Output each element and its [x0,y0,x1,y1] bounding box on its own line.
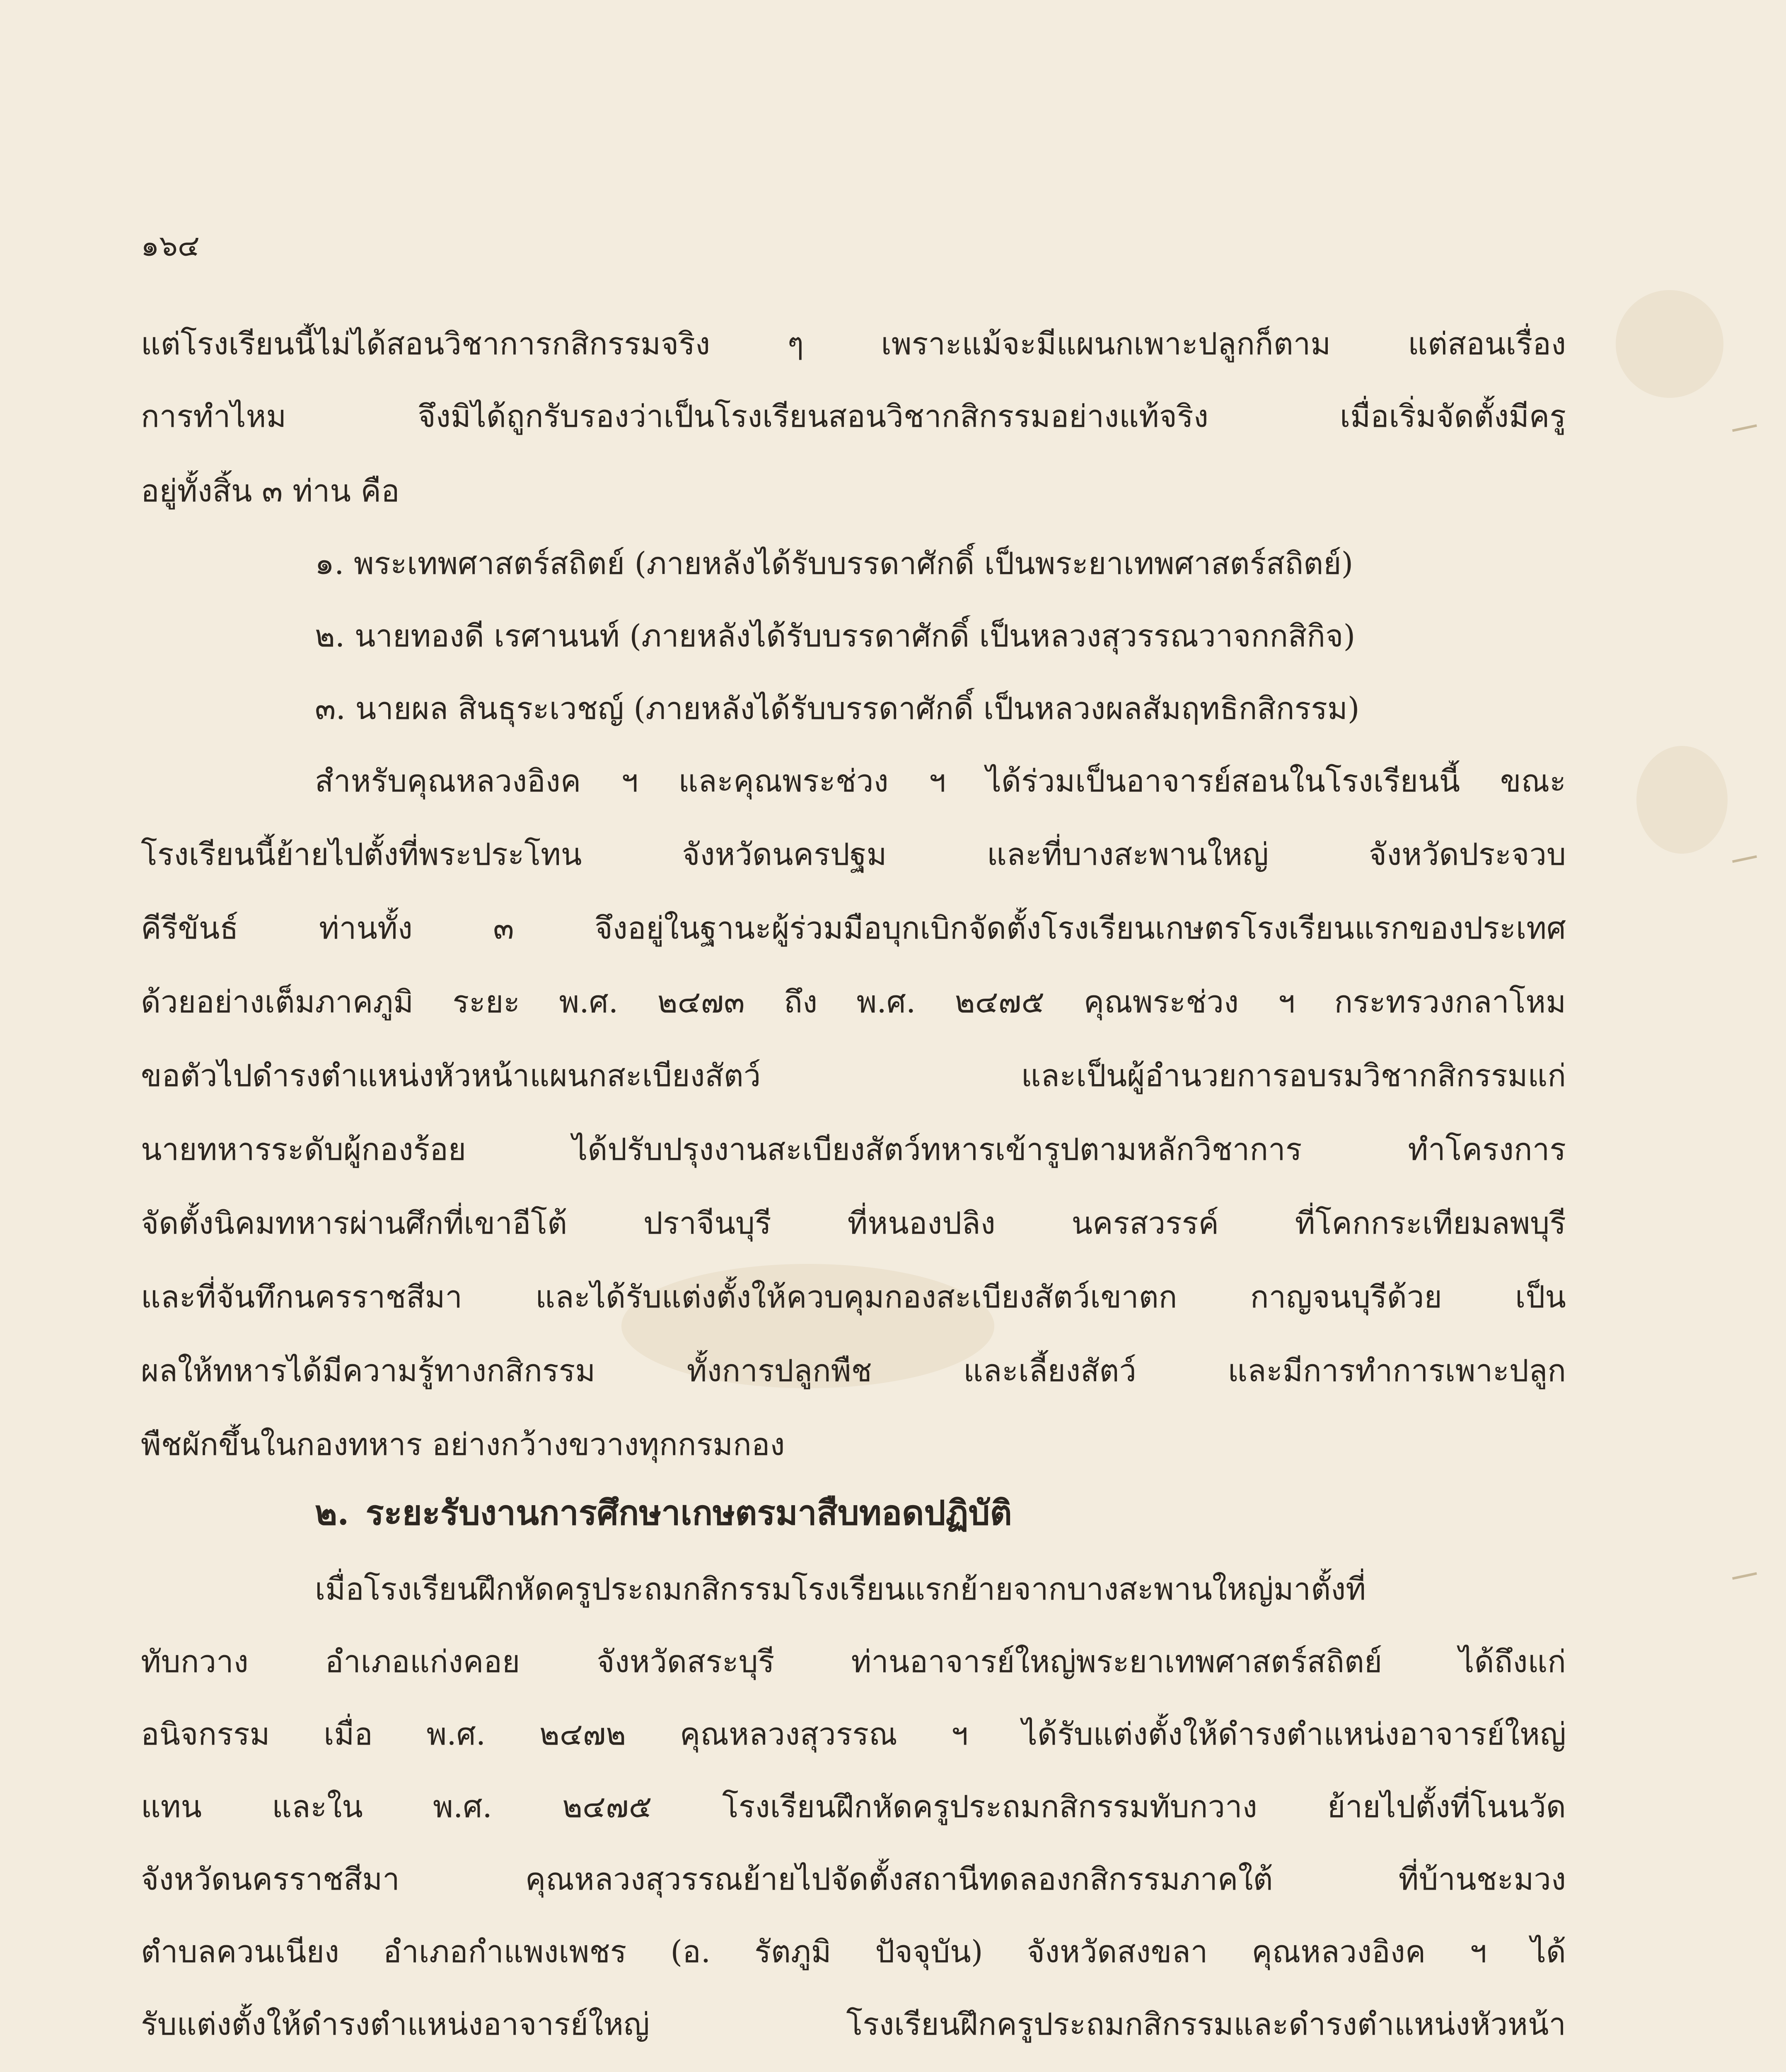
text-line: ผลให้ทหารได้มีความรู้ทางกสิกรรม ทั้งการปลูกพืช และเลี้ยงสัตว์ และมีการทำการเพาะปลูก [141,1353,1566,1389]
text-line: การทำไหม จึงมิได้ถูกรับรองว่าเป็นโรงเรียนสอนวิชากสิกรรมอย่างแท้จริง เมื่อเริ่มจัดตั้งมีครู [141,399,1566,434]
text-line: นายทหารระดับผู้กองร้อย ได้ปรับปรุงงานสะเบียงสัตว์ทหารเข้ารูปตามหลักวิชาการ ทำโครงการ [141,1132,1566,1167]
text-line: ตำบลควนเนียง อำเภอกำแพงเพชร (อ. รัตภูมิ ปัจจุบัน) จังหวัดสงขลา คุณหลวงอิงค ฯ ได้ [141,1934,1566,1970]
text-line: ด้วยอย่างเต็มภาคภูมิ ระยะ พ.ศ. ๒๔๗๓ ถึง พ.ศ. ๒๔๗๕ คุณพระช่วง ฯ กระทรวงกลาโหม [141,984,1566,1020]
teacher-list-item: ๒. นายทองดี เรศานนท์ (ภายหลังได้รับบรรดาศักดิ์ เป็นหลวงสุวรรณวาจกกสิกิจ) [315,618,1356,654]
text-line: รับแต่งตั้งให้ดำรงตำแหน่งอาจารย์ใหญ่ โรงเรียนฝึกครูประถมกสิกรรมและดำรงตำแหน่งหัวหน้า [141,2007,1566,2042]
text-line: พืชผักขึ้นในกองทหาร อย่างกว้างขวางทุกกรมกอง [141,1427,785,1462]
text-line: อนิจกรรม เมื่อ พ.ศ. ๒๔๗๒ คุณหลวงสุวรรณ ฯ ได้รับแต่งตั้งให้ดำรงตำแหน่งอาจารย์ใหญ่ [141,1716,1566,1752]
text-line: และที่จันทึกนครราชสีมา และได้รับแต่งตั้งให้ควบคุมกองสะเบียงสัตว์เขาตก กาญจนบุรีด้วย เป็น [141,1279,1566,1315]
text-line: เมื่อโรงเรียนฝึกหัดครูประถมกสิกรรมโรงเรียนแรกย้ายจากบางสะพานใหญ่มาตั้งที่ [315,1571,1366,1607]
page-number: ๑๖๔ [141,229,200,263]
text-line: จังหวัดนครราชสีมา คุณหลวงสุวรรณย้ายไปจัดตั้งสถานีทดลองกสิกรรมภาคใต้ ที่บ้านชะมวง [141,1861,1566,1897]
paper-stain [1616,290,1723,398]
text-line: ขอตัวไปดำรงตำแหน่งหัวหน้าแผนกสะเบียงสัตว์ และเป็นผู้อำนวยการอบรมวิชากสิกรรมแก่ [141,1058,1566,1094]
text-line: อยู่ทั้งสิ้น ๓ ท่าน คือ [141,473,400,509]
section-title: ระยะรับงานการศึกษาเกษตรมาสืบทอดปฏิบัติ [365,1493,1012,1533]
section-heading [315,1490,1012,1536]
text-line: สำหรับคุณหลวงอิงค ฯ และคุณพระช่วง ฯ ได้ร่วมเป็นอาจารย์สอนในโรงเรียนนี้ ขณะ [315,763,1566,799]
teacher-list-item: ๑. พระเทพศาสตร์สถิตย์ (ภายหลังได้รับบรรดาศักดิ์ เป็นพระยาเทพศาสตร์สถิตย์) [315,546,1353,581]
paper-edge-mark [1732,424,1757,432]
text-line: แทน และใน พ.ศ. ๒๔๗๕ โรงเรียนฝึกหัดครูประถมกสิกรรมทับกวาง ย้ายไปตั้งที่โนนวัด [141,1789,1566,1825]
text-line: ทับกวาง อำเภอแก่งคอย จังหวัดสระบุรี ท่านอาจารย์ใหญ่พระยาเทพศาสตร์สถิตย์ ได้ถึงแก่ [141,1644,1566,1680]
text-line: คีรีขันธ์ ท่านทั้ง ๓ จึงอยู่ในฐานะผู้ร่วมมือบุกเบิกจัดตั้งโรงเรียนเกษตรโรงเรียนแรกของประเทศ [141,910,1566,946]
section-number: ๒. [315,1493,349,1533]
paper-stain [1636,746,1728,854]
text-line: จัดตั้งนิคมทหารผ่านศึกที่เขาอีโต้ ปราจีนบุรี ที่หนองปลิง นครสวรรค์ ที่โคกกระเทียมลพบุรี [141,1205,1566,1241]
text-line: โรงเรียนนี้ย้ายไปตั้งที่พระประโทน จังหวัดนครปฐม และที่บางสะพานใหญ่ จังหวัดประจวบ [141,837,1566,872]
teacher-list-item: ๓. นายผล สินธุระเวชญ์ (ภายหลังได้รับบรรดาศักดิ์ เป็นหลวงผลสัมฤทธิกสิกรรม) [315,691,1360,726]
paper-edge-mark [1732,855,1757,863]
text-line: แต่โรงเรียนนี้ไม่ได้สอนวิชาการกสิกรรมจริง ๆ เพราะแม้จะมีแผนกเพาะปลูกก็ตาม แต่สอนเรื่อง [141,326,1566,362]
paper-edge-mark [1732,1572,1757,1580]
